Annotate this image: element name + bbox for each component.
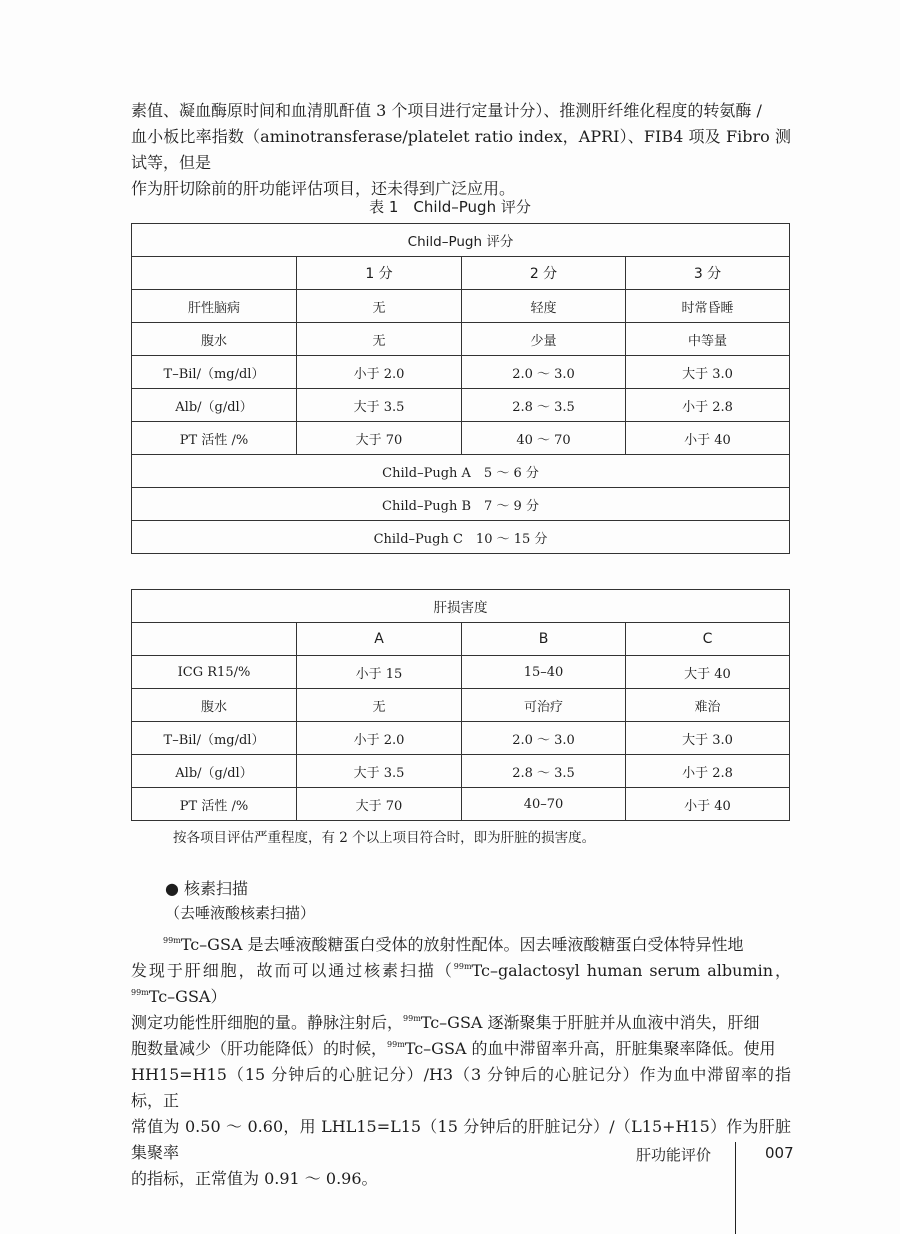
table-cell: 轻度 [462,290,626,323]
table-cell: 腹水 [132,323,297,356]
table-row [132,722,790,755]
intro-line: 素值、凝血酶原时间和血清肌酐值 3 个项目进行定量计分）、推测肝纤维化程度的转氨酶 / [131,101,762,120]
page-number: 007 [765,1144,794,1162]
paragraph-text: 测定功能性肝细胞的量。静脉注射后， [131,1013,404,1032]
table-cell: 大于 3.5 [297,389,462,422]
table2-col-header: A [297,623,462,656]
table-cell: 40–70 [462,788,626,821]
isotope-superscript: 99m [131,988,149,997]
paragraph-line [131,932,791,958]
paragraph-text: 发现于肝细胞，故而可以通过核素扫描（ [131,961,454,980]
table-cell: 无 [297,689,462,722]
section-title: ● 核素扫描 [165,879,249,898]
table-cell: 2.0 ～ 3.0 [462,356,626,389]
table-cell: T–Bil/（mg/dl） [132,356,297,389]
table2-col-header: B [462,623,626,656]
table-row [132,455,790,488]
table-note: 按各项目评估严重程度，有 2 个以上项目符合时，即为肝脏的损害度。 [173,830,596,846]
isotope-superscript: 99m [403,1014,421,1023]
table-cell: 无 [297,290,462,323]
paragraph-text: 胞数量减少（肝功能降低）的时候， [131,1039,388,1058]
section-subtitle: （去唾液酸核素扫描） [165,904,316,922]
footer-divider [735,1142,736,1234]
paragraph-text: Tc–galactosyl human serum albumin， [471,961,791,980]
table-row [132,422,790,455]
paragraph-line: HH15=H15（15 分钟后的心脏记分）/H3（3 分钟后的心脏记分）作为血中滞留率的指标，正 [131,1065,791,1110]
table-cell: 大于 3.5 [297,755,462,788]
table-row [132,323,790,356]
intro-line: 血小板比率指数（aminotransferase/platelet ratio index，APRI）、FIB4 项及 Fibro 测试等，但是 [131,127,791,172]
table-cell: 大于 3.0 [626,356,790,389]
table-cell: 肝性脑病 [132,290,297,323]
paragraph-line: 的指标，正常值为 0.91 ～ 0.96。 [131,1169,378,1188]
running-footer-title: 肝功能评价 [636,1146,712,1164]
table-cell: 2.8 ～ 3.5 [462,755,626,788]
table-cell: 中等量 [626,323,790,356]
table-cell: 少量 [462,323,626,356]
table-cell: PT 活性 /% [132,788,297,821]
table1-col-header [132,257,297,290]
table-row [132,488,790,521]
table-row [132,755,790,788]
intro-line: 作为肝切除前的肝功能评估项目，还未得到广泛应用。 [131,179,516,198]
table-cell: 大于 40 [626,656,790,689]
table-cell: 小于 2.8 [626,755,790,788]
table-cell: 小于 2.0 [297,722,462,755]
table-cell: 2.8 ～ 3.5 [462,389,626,422]
table-cell: 大于 70 [297,788,462,821]
table1-col-header: 1 分 [297,257,462,290]
table-cell: 可治疗 [462,689,626,722]
table-cell: 难治 [626,689,790,722]
isotope-superscript: 99m [163,936,181,945]
child-pugh-table [131,223,790,554]
table1-caption: 表 1 Child–Pugh 评分 [369,198,531,216]
table-row [132,389,790,422]
grade-c: Child–Pugh C 10 ～ 15 分 [132,521,790,554]
table1-col-header: 2 分 [462,257,626,290]
table-cell: 腹水 [132,689,297,722]
paragraph-line: 常值为 0.50 ～ 0.60，用 LHL15=L15（15 分钟后的肝脏记分）/（L15+H15）作为肝脏集聚率 [131,1117,791,1162]
paragraph-text: Tc–GSA 逐渐聚集于肝脏并从血液中消失，肝细 [420,1013,760,1032]
table2-title: 肝损害度 [132,590,790,623]
table-row [132,689,790,722]
liver-damage-table [131,589,790,821]
paragraph-text: Tc–GSA 是去唾液酸糖蛋白受体的放射性配体。因去唾液酸糖蛋白受体特异性地 [180,935,744,954]
table-row [132,521,790,554]
isotope-superscript: 99m [387,1040,405,1049]
table-cell: 时常昏睡 [626,290,790,323]
paragraph-line [131,1010,791,1036]
table1-col-header: 3 分 [626,257,790,290]
paragraph-line [131,1036,791,1062]
table-row [132,356,790,389]
table-cell: 小于 40 [626,422,790,455]
paragraph-line [131,958,791,1010]
table-cell: PT 活性 /% [132,422,297,455]
grade-a: Child–Pugh A 5 ～ 6 分 [132,455,790,488]
table-cell: 小于 2.8 [626,389,790,422]
table-cell: 小于 15 [297,656,462,689]
table-cell: 2.0 ～ 3.0 [462,722,626,755]
table-cell: ICG R15/% [132,656,297,689]
table-cell: 40 ～ 70 [462,422,626,455]
grade-b: Child–Pugh B 7 ～ 9 分 [132,488,790,521]
isotope-superscript: 99m [453,962,472,971]
table2-col-header: C [626,623,790,656]
table-cell: 小于 2.0 [297,356,462,389]
intro-paragraph [131,98,791,202]
table-cell: Alb/（g/dl） [132,389,297,422]
table-row [132,290,790,323]
table-cell: Alb/（g/dl） [132,755,297,788]
paragraph-text: Tc–GSA 的血中滞留率升高，肝脏集聚率降低。使用 [404,1039,776,1058]
table1-title: Child–Pugh 评分 [132,224,790,257]
table2-col-header [132,623,297,656]
table-row [132,656,790,689]
paragraph-text: Tc–GSA） [148,987,227,1006]
table-cell: 15–40 [462,656,626,689]
table-cell: 大于 70 [297,422,462,455]
table-cell: 小于 40 [626,788,790,821]
table-cell: 无 [297,323,462,356]
table-row [132,788,790,821]
table-cell: T–Bil/（mg/dl） [132,722,297,755]
table-cell: 大于 3.0 [626,722,790,755]
